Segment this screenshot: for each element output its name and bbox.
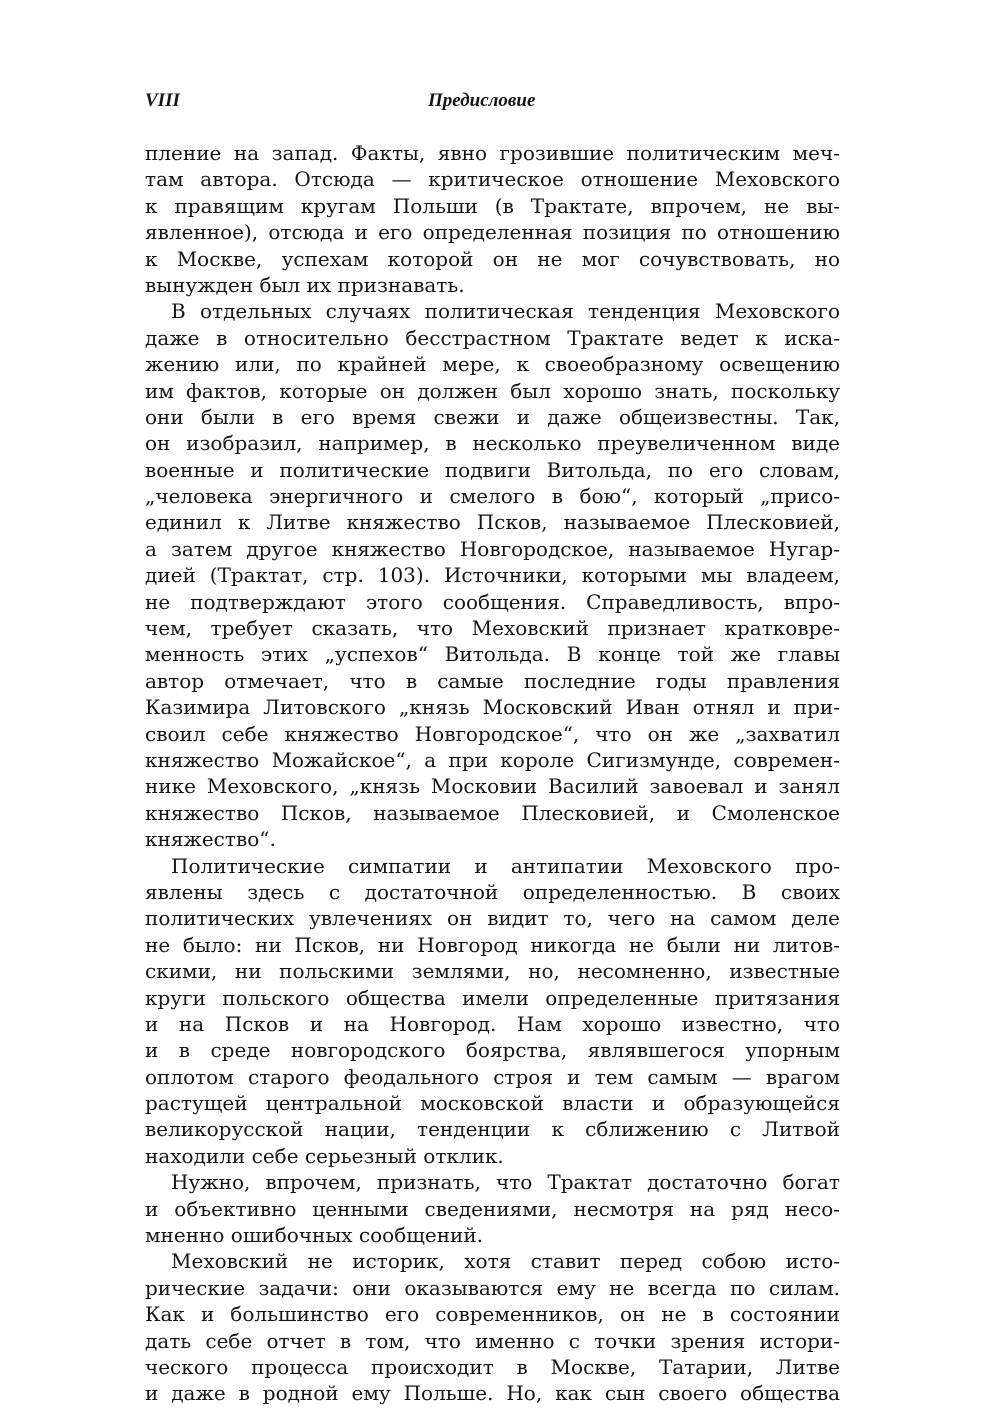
text-line: явленное), отсюда и его определенная позиция по отношению — [145, 220, 840, 245]
text-line: единил к Литве княжество Псков, называемое Плесковией, — [145, 510, 840, 535]
text-line: не было: ни Псков, ни Новгород никогда не были ни литов- — [145, 932, 840, 957]
running-head — [145, 90, 845, 120]
paragraph — [145, 853, 840, 1170]
text-line: им фактов, которые он должен был хорошо знать, поскольку — [145, 378, 840, 403]
text-line: Нужно, впрочем, признать, что Трактат достаточно богат — [171, 1170, 840, 1195]
text-line: не подтверждают этого сообщения. Справедливость, впро- — [145, 589, 840, 614]
text-line: дать себе отчет в том, что именно с точки зрения истори- — [145, 1328, 840, 1353]
text-line: и даже в родной ему Польше. Но, как сын своего общества — [145, 1381, 840, 1406]
text-line: Политические симпатии и антипатии Меховского про- — [171, 853, 840, 878]
text-line: ческого процесса происходит в Москве, Татарии, Литве — [145, 1354, 840, 1379]
text-line: великорусской нации, тенденции к сближению с Литвой — [145, 1117, 840, 1142]
text-line: княжество Псков, называемое Плесковией, и Смоленское — [145, 800, 840, 825]
text-line: к Москве, успехам которой он не мог сочувствовать, но — [145, 246, 840, 271]
body-text — [145, 140, 840, 1407]
text-line: Как и большинство его современников, он не в состоянии — [145, 1302, 840, 1327]
page-number: VIII — [145, 90, 180, 111]
text-line: менность этих „успехов“ Витольда. В конце той же главы — [145, 642, 840, 667]
text-line: и в среде новгородского боярства, являвшегося упорным — [145, 1038, 840, 1063]
text-line: княжество Можайское“, а при короле Сигизмунде, современ- — [145, 747, 840, 772]
text-line: вынужден был их признавать. — [145, 272, 465, 297]
text-line: княжество“. — [145, 827, 276, 852]
text-line: оплотом старого феодального строя и тем самым — врагом — [145, 1064, 840, 1089]
text-line: он изобразил, например, в несколько преувеличенном виде — [145, 431, 840, 456]
text-line: скими, ни польскими землями, но, несомненно, известные — [145, 959, 840, 984]
text-line: чем, требует сказать, что Меховский признает кратковре- — [145, 616, 840, 641]
text-line: к правящим кругам Польши (в Трактате, впрочем, не вы- — [145, 193, 840, 218]
text-line: В отдельных случаях политическая тенденция Меховского — [171, 299, 840, 324]
text-line: а затем другое княжество Новгородское, называемое Нугар- — [145, 536, 840, 561]
text-line: военные и политические подвиги Витольда, по его словам, — [145, 457, 840, 482]
paragraph — [145, 140, 840, 298]
text-line: пление на запад. Факты, явно грозившие политическим меч- — [145, 141, 840, 165]
text-line: жению или, по крайней мере, к своеобразному освещению — [145, 352, 840, 377]
text-line: мненно ошибочных сообщений. — [145, 1223, 484, 1248]
text-line: растущей центральной московской власти и образующейся — [145, 1091, 840, 1116]
text-line: там автора. Отсюда — критическое отношение Меховского — [145, 167, 840, 192]
paragraph — [145, 298, 840, 852]
text-line: дией (Трактат, стр. 103). Источники, которыми мы владеем, — [145, 563, 840, 588]
text-line: и на Псков и на Новгород. Нам хорошо известно, что — [145, 1011, 840, 1036]
text-line: „человека энергичного и смелого в бою“, который „присо- — [145, 484, 840, 509]
text-line: Меховский не историк, хотя ставит перед собою исто- — [171, 1249, 840, 1274]
paragraph — [145, 1169, 840, 1248]
text-line: нике Меховского, „князь Московии Василий завоевал и занял — [145, 774, 840, 799]
section-title: Предисловие — [428, 90, 536, 111]
text-line: они были в его время свежи и даже общеизвестны. Так, — [145, 404, 840, 429]
text-line: явлены здесь с достаточной определенностью. В своих — [145, 879, 840, 904]
text-line: автор отмечает, что в самые последние годы правления — [145, 668, 840, 693]
text-line: и объективно ценными сведениями, несмотря на ряд несо- — [145, 1196, 840, 1221]
text-line: рические задачи: они оказываются ему не всегда по силам. — [145, 1275, 840, 1300]
text-line: своил себе княжество Новгородское“, что он же „захватил — [145, 721, 840, 746]
text-line: Казимира Литовского „князь Московский Иван отнял и при- — [145, 695, 840, 720]
text-line: даже в относительно бесстрастном Трактате ведет к иска- — [145, 325, 840, 350]
paragraph — [145, 1248, 840, 1406]
text-line: находили себе серьезный отклик. — [145, 1143, 504, 1168]
text-line: политических увлечениях он видит то, чего на самом деле — [145, 906, 840, 931]
text-line: круги польского общества имели определенные притязания — [145, 985, 840, 1010]
